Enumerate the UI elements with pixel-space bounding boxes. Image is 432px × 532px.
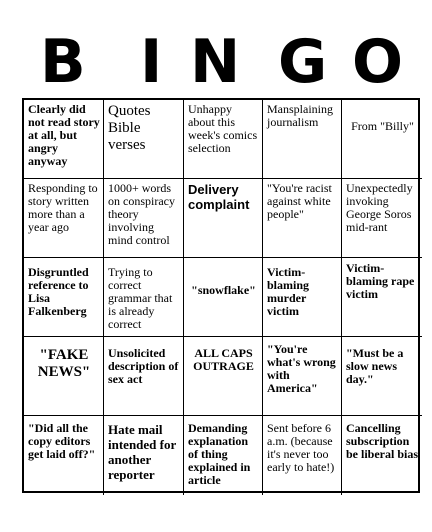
bingo-cell[interactable]: Victim-blaming rape victim xyxy=(342,258,422,337)
bingo-cell[interactable]: "Must be a slow news day." xyxy=(342,337,422,416)
bingo-cell[interactable]: "Did all the copy editors get laid off?" xyxy=(24,416,104,495)
title-letter-i: I xyxy=(140,27,163,97)
bingo-card-grid xyxy=(22,98,420,493)
bingo-cell[interactable]: Quotes Bible verses xyxy=(104,100,184,179)
bingo-cell[interactable]: Delivery complaint xyxy=(184,179,263,258)
title-letter-b: B xyxy=(40,27,86,97)
bingo-cell[interactable]: "snowflake" xyxy=(184,258,263,337)
bingo-cell[interactable]: "You're racist against white people" xyxy=(263,179,342,258)
bingo-cell[interactable]: ALL CAPS OUTRAGE xyxy=(184,337,263,416)
bingo-cell[interactable]: Unsolicited description of sex act xyxy=(104,337,184,416)
bingo-cell[interactable]: From "Billy" xyxy=(342,100,422,179)
bingo-cell[interactable]: Disgruntled reference to Lisa Falkenberg xyxy=(24,258,104,337)
bingo-title xyxy=(22,28,420,96)
bingo-cell[interactable]: Responding to story written more than a year ago xyxy=(24,179,104,258)
bingo-cell[interactable]: Sent before 6 a.m. (because it's never too early to hate!) xyxy=(263,416,342,495)
bingo-cell[interactable]: Unexpectedly invoking George Soros mid-rant xyxy=(342,179,422,258)
title-letter-n: N xyxy=(190,27,241,97)
bingo-cell[interactable]: Trying to correct grammar that is already correct xyxy=(104,258,184,337)
bingo-cell[interactable]: Hate mail intended for another reporter xyxy=(104,416,184,495)
bingo-cell[interactable]: Unhappy about this week's comics selection xyxy=(184,100,263,179)
bingo-cell[interactable]: "FAKE NEWS" xyxy=(24,337,104,416)
bingo-cell[interactable]: Mansplaining journalism xyxy=(263,100,342,179)
bingo-cell[interactable]: Demanding explanation of thing explained in article xyxy=(184,416,263,495)
title-letter-o: O xyxy=(352,27,404,97)
bingo-cell[interactable]: "You're what's wrong with America" xyxy=(263,337,342,416)
title-letter-g: G xyxy=(278,27,328,97)
bingo-cell[interactable]: 1000+ words on conspiracy theory involving mind control xyxy=(104,179,184,258)
bingo-cell[interactable]: Clearly did not read story at all, but angry anyway xyxy=(24,100,104,179)
bingo-cell[interactable]: Victim-blaming murder victim xyxy=(263,258,342,337)
bingo-cell[interactable]: Cancelling subscription be liberal bias xyxy=(346,421,419,461)
